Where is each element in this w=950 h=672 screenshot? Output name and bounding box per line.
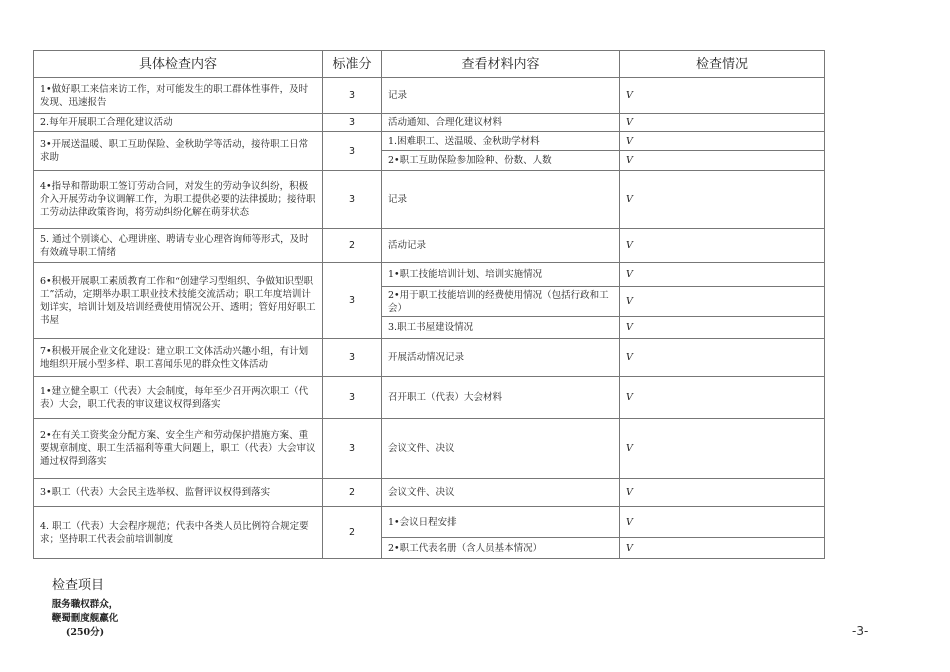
row-content: 4. 职工（代表）大会程序规范；代表中各类人员比例符合规定要求；坚持职工代表会前培训制度: [34, 507, 323, 559]
row-material: 开展活动情况记录: [382, 339, 620, 377]
category-score: (250分): [65, 627, 105, 638]
category-label: 检查项目: [52, 578, 105, 593]
row-material: 活动通知、合理化建议材料: [382, 114, 620, 132]
row-score: 3: [323, 339, 382, 377]
row-content: 2•在有关工资奖金分配方案、安全生产和劳动保护措施方案、重要规章制度、职工生活福利等重大问题上，职工（代表）大会审议通过权得到落实: [34, 419, 323, 479]
row-material: 1.困难职工、送温暖、金秋助学材料: [382, 132, 620, 151]
row-material: 1•职工技能培训计划、培训实施情况: [382, 263, 620, 287]
row-check: V: [620, 317, 825, 339]
row-content: 3•职工（代表）大会民主选举权、监督评议权得到落实: [34, 479, 323, 507]
row-content: 2.每年开展职工合理化建议活动: [34, 114, 323, 132]
table-header-row: [34, 51, 825, 78]
header-material: 查看材料内容: [382, 51, 620, 78]
table-row: [34, 114, 825, 132]
row-material: 3.职工书屋建设情况: [382, 317, 620, 339]
row-check: V: [620, 151, 825, 171]
table-row: [34, 479, 825, 507]
row-material: 会议文件、决议: [382, 419, 620, 479]
row-score: 3: [323, 263, 382, 339]
row-check: V: [620, 419, 825, 479]
row-check: V: [620, 377, 825, 419]
table-row: [34, 507, 825, 538]
row-material: 记录: [382, 171, 620, 229]
row-check: V: [620, 132, 825, 151]
row-score: 2: [323, 507, 382, 559]
row-check: V: [620, 479, 825, 507]
table-row: [34, 229, 825, 263]
category-description: [50, 598, 120, 640]
row-material: 记录: [382, 78, 620, 114]
row-material: 2•职工互助保险参加险种、份数、人数: [382, 151, 620, 171]
table-row: [34, 263, 825, 287]
row-material: 2•用于职工技能培训的经费使用情况（包括行政和工会）: [382, 287, 620, 317]
header-check: 检查情况: [620, 51, 825, 78]
page-number: -3-: [852, 624, 869, 638]
row-content: 5. 通过个别谈心、心理讲座、聘请专业心理咨询师等形式，及时有效疏导职工情绪: [34, 229, 323, 263]
row-check: V: [620, 538, 825, 559]
row-score: 2: [323, 229, 382, 263]
row-content: 1•建立健全职工（代表）大会制度，每年至少召开两次职工（代表）大会，职工代表的审议建议权得到落实: [34, 377, 323, 419]
inspection-table: [33, 50, 825, 559]
row-content: 6•积极开展职工素质教育工作和“创建学习型组织、争做知识型职工”活动，定期举办职工职业技术技能交流活动；职工年度培训计划详实，培训计划及培训经费使用情况公开、透明；管好用好职工书屋: [34, 263, 323, 339]
table-row: [34, 132, 825, 151]
row-check: V: [620, 171, 825, 229]
table-row: [34, 78, 825, 114]
table-row: [34, 171, 825, 229]
row-score: 2: [323, 479, 382, 507]
row-score: 3: [323, 377, 382, 419]
row-content: 4•指导和帮助职工签订劳动合同，对发生的劳动争议纠纷，积极介入开展劳动争议调解工作，为职工提供必要的法律援助；接待职工劳动法律政策咨询，将劳动纠纷化解在萌芽状态: [34, 171, 323, 229]
table-row: [34, 419, 825, 479]
row-check: V: [620, 287, 825, 317]
header-content: 具体检查内容: [34, 51, 323, 78]
row-material: 会议文件、决议: [382, 479, 620, 507]
row-check: V: [620, 114, 825, 132]
row-score: 3: [323, 114, 382, 132]
row-material: 2•职工代表名册（含人员基本情况）: [382, 538, 620, 559]
row-check: V: [620, 339, 825, 377]
row-score: 3: [323, 78, 382, 114]
row-score: 3: [323, 171, 382, 229]
table-row: [34, 339, 825, 377]
row-check: V: [620, 263, 825, 287]
row-score: 3: [323, 132, 382, 171]
table-row: [34, 377, 825, 419]
header-score: 标准分: [323, 51, 382, 78]
row-material: 召开职工（代表）大会材料: [382, 377, 620, 419]
row-content: 7•积极开展企业文化建设：建立职工文体活动兴趣小组，有计划地组织开展小型多样、职工喜闻乐见的群众性文体活动: [34, 339, 323, 377]
category-desc-text: 服务職权群众，鞭蜀刪度舰羸化: [51, 599, 119, 624]
row-material: 活动记录: [382, 229, 620, 263]
row-content: 1•做好职工来信来访工作，对可能发生的职工群体性事件，及时发现、迅速报告: [34, 78, 323, 114]
row-material: 1•会议日程安排: [382, 507, 620, 538]
row-check: V: [620, 78, 825, 114]
row-content: 3•开展送温暖、职工互助保险、金秋助学等活动，接待职工日常求助: [34, 132, 323, 171]
row-check: V: [620, 229, 825, 263]
row-check: V: [620, 507, 825, 538]
row-score: 3: [323, 419, 382, 479]
